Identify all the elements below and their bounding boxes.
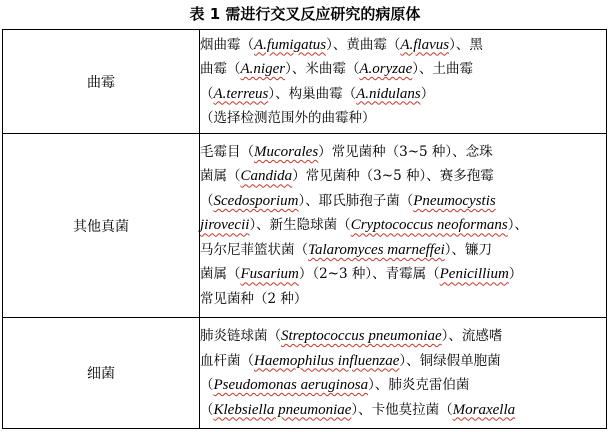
text-segment: ）、黄曲霉（ xyxy=(326,36,401,53)
text-segment: ）、米曲霉（ xyxy=(285,61,360,77)
text-line xyxy=(200,106,606,131)
text-line xyxy=(200,287,606,312)
category-cell: 其他真菌 xyxy=(3,134,200,318)
text-segment: ）常见菌种（3~5 种）、赛多孢霉 xyxy=(292,168,494,185)
text-line xyxy=(200,349,606,374)
scientific-name: A.nidulans xyxy=(356,85,421,102)
text-segment: ） xyxy=(420,85,435,102)
table-row xyxy=(3,30,607,134)
text-segment: 毛霉目（ xyxy=(200,143,254,160)
text-line xyxy=(200,189,606,214)
text-segment: ）、土曲霉 xyxy=(412,61,473,77)
text-segment: ） xyxy=(508,266,523,283)
text-segment: （ xyxy=(200,377,214,393)
text-line xyxy=(200,82,606,107)
text-segment: ）、构巢曲霉（ xyxy=(268,85,357,102)
scientific-name: jirovecii xyxy=(200,217,250,234)
scientific-name: Pneumocystis xyxy=(413,192,496,209)
table-row xyxy=(3,318,607,429)
text-segment: 烟曲霉（ xyxy=(200,36,254,53)
text-segment: ）、流感嗜 xyxy=(441,328,503,344)
scientific-name: A.oryzae xyxy=(359,61,413,77)
text-segment: 肺炎链球菌（ xyxy=(200,328,281,344)
pathogen-list-cell xyxy=(200,134,607,318)
text-line xyxy=(200,398,606,423)
text-segment: 常见菌种（2 种） xyxy=(200,290,308,307)
text-segment: 曲霉（ xyxy=(200,61,241,77)
text-line xyxy=(200,140,606,165)
category-cell: 曲霉 xyxy=(3,30,200,134)
text-segment: ）、耶氏肺孢子菌（ xyxy=(298,192,414,209)
scientific-name: A.terreus xyxy=(213,85,269,102)
scientific-name: Moraxella xyxy=(452,401,516,418)
table-row xyxy=(3,134,607,318)
text-line xyxy=(200,262,606,287)
text-segment: ）、卡他莫拉菌（ xyxy=(351,401,453,418)
text-segment: （ xyxy=(200,401,214,418)
text-segment: 菌属（ xyxy=(200,168,241,185)
pathogen-list-cell xyxy=(200,318,607,429)
scientific-name: Streptococcus pneumoniae xyxy=(281,328,442,344)
scientific-name: Scedosporium xyxy=(213,192,299,209)
text-line xyxy=(200,213,606,238)
scientific-name: Haemophilus influenzae xyxy=(254,352,400,369)
scientific-name: Pseudomonas aeruginosa xyxy=(213,377,369,393)
scientific-name: A.niger xyxy=(240,61,286,77)
text-segment: ）、 xyxy=(507,217,528,234)
text-segment: ）（2~3 种）、青霉属（ xyxy=(298,266,440,283)
scientific-name: Cryptococcus neoformans xyxy=(350,217,508,234)
pathogen-list-cell xyxy=(200,30,607,134)
text-line xyxy=(200,57,606,82)
text-segment: （ xyxy=(200,192,214,209)
scientific-name: A.flavus xyxy=(400,36,450,53)
category-cell: 细菌 xyxy=(3,318,200,429)
text-segment: ）、黑 xyxy=(449,36,483,53)
text-segment: ）常见菌种（3~5 种）、念珠 xyxy=(318,143,493,160)
pathogen-table xyxy=(2,29,607,429)
scientific-name: Talaromyces marneffei xyxy=(308,241,445,258)
scientific-name: Mucorales xyxy=(254,143,319,160)
text-line xyxy=(200,324,606,349)
scientific-name: Klebsiella pneumoniae xyxy=(213,401,352,418)
text-segment: ）、镰刀 xyxy=(444,241,493,258)
text-line xyxy=(200,238,606,263)
text-segment: （ xyxy=(200,85,214,102)
text-line xyxy=(200,33,606,58)
text-segment: 血杆菌（ xyxy=(200,352,254,369)
table-title: 表 1 需进行交叉反应研究的病原体 xyxy=(189,5,421,23)
text-line xyxy=(200,164,606,189)
scientific-name: Candida xyxy=(240,168,293,185)
scientific-name: A.fumigatus xyxy=(254,36,327,53)
text-segment: （选择检测范围外的曲霉种） xyxy=(200,110,376,126)
scientific-name: Penicillium xyxy=(439,266,509,283)
text-segment: ）、铜绿假单胞菌 xyxy=(399,352,501,369)
text-segment: 菌属（ xyxy=(200,266,241,283)
text-line xyxy=(200,373,606,398)
text-segment: ）、肺炎克雷伯菌 xyxy=(368,377,470,393)
scientific-name: Fusarium xyxy=(240,266,299,283)
text-segment: ）、新生隐球菌（ xyxy=(249,217,351,234)
text-segment: 马尔尼菲篮状菌（ xyxy=(200,241,308,258)
